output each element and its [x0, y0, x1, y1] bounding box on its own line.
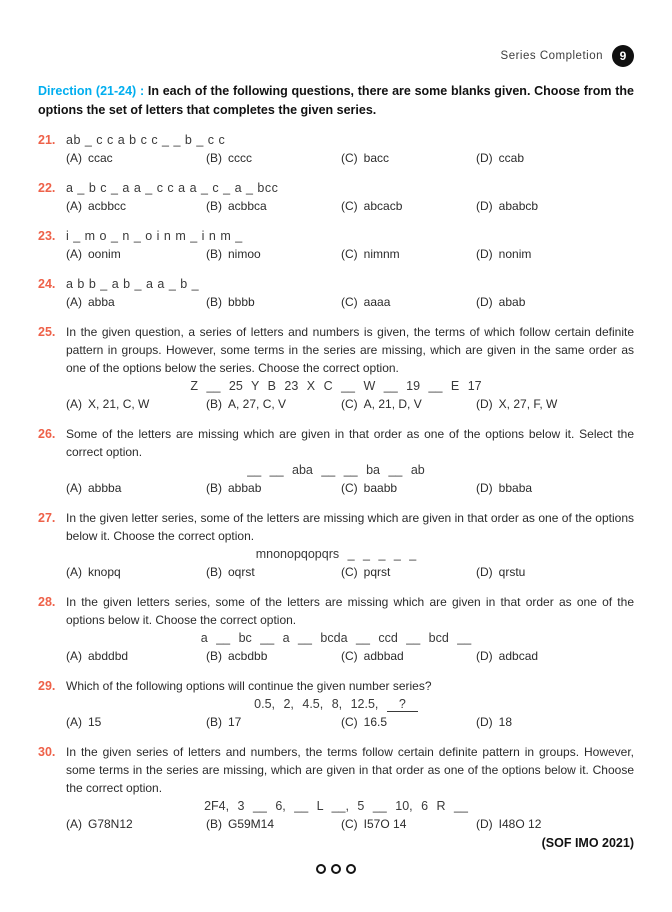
end-of-page-dots: [38, 864, 634, 874]
option-a: [66, 563, 206, 581]
option-a: [66, 149, 206, 167]
option-label: (C): [341, 151, 358, 165]
option-value: abcacb: [363, 199, 403, 213]
question-22: [38, 179, 634, 215]
option-value: X, 21, C, W: [88, 397, 150, 411]
question-21: [38, 131, 634, 167]
option-label: (D): [476, 715, 493, 729]
option-label: (D): [476, 565, 493, 579]
option-c: [341, 197, 476, 215]
option-b: [206, 197, 341, 215]
options-row: [66, 245, 634, 263]
question-series: 2F4, 3 __ 6, __ L __, 5 __ 10, 6 R __: [204, 799, 468, 813]
option-d: [476, 479, 634, 497]
question-text: Which of the following options will continue the given number series?: [66, 679, 432, 693]
option-d: [476, 293, 634, 311]
option-value: qrstu: [498, 565, 526, 579]
question-26: [38, 425, 634, 497]
option-label: (C): [341, 817, 358, 831]
option-label: (C): [341, 481, 358, 495]
question-24: [38, 275, 634, 311]
options-row: [66, 293, 634, 311]
series-blank: ?: [387, 697, 418, 712]
question-text: Some of the letters are missing which are given in that order as one of the options below it. Select the correct option.: [66, 427, 634, 459]
option-label: (A): [66, 151, 82, 165]
options-row: [66, 647, 634, 665]
option-c: [341, 149, 476, 167]
option-a: [66, 245, 206, 263]
option-value: A, 27, C, V: [228, 397, 287, 411]
option-b: [206, 149, 341, 167]
option-value: G59M14: [228, 817, 275, 831]
option-label: (A): [66, 565, 82, 579]
question-number: 30.: [38, 745, 56, 759]
option-value: pqrst: [363, 565, 391, 579]
option-label: (C): [341, 397, 358, 411]
option-label: (D): [476, 481, 493, 495]
direction-paragraph: [38, 82, 634, 120]
option-label: (A): [66, 817, 82, 831]
source-tag: (SOF IMO 2021): [541, 836, 634, 850]
question-number: 27.: [38, 511, 56, 525]
option-value: A, 21, D, V: [363, 397, 422, 411]
question-number: 28.: [38, 595, 56, 609]
options-row: [66, 815, 634, 833]
question-text: In the given question, a series of letters and numbers is given, the terms of which follow certain definite pattern in groups. However, some terms in the series are missing, which are given in the same order as one of the options below the series. Choose the correct option.: [66, 325, 634, 375]
option-label: (C): [341, 247, 358, 261]
option-value: acbbca: [228, 199, 267, 213]
option-value: cccc: [228, 151, 252, 165]
question-text: In the given letter series, some of the letters are missing which are given in that order as one of the options below it. Choose the correct option.: [66, 511, 634, 543]
option-label: (C): [341, 649, 358, 663]
question-27: [38, 509, 634, 581]
option-label: (A): [66, 199, 82, 213]
option-d: [476, 563, 634, 581]
question-29: [38, 677, 634, 731]
end-dot-icon: [346, 864, 356, 874]
option-b: [206, 815, 341, 833]
question-series: a __ bc __ a __ bcda __ ccd __ bcd __: [200, 631, 472, 645]
option-a: [66, 395, 206, 413]
option-d: [476, 197, 634, 215]
question-number: 25.: [38, 325, 56, 339]
option-value: ccab: [498, 151, 525, 165]
option-label: (D): [476, 817, 493, 831]
option-value: bacc: [363, 151, 390, 165]
option-label: (B): [206, 481, 222, 495]
option-value: 15: [88, 715, 102, 729]
page-title: Series Completion: [500, 50, 603, 62]
option-d: [476, 815, 634, 833]
question-series: Z __ 25 Y B 23 X C __ W __ 19 __ E 17: [190, 379, 482, 393]
option-a: [66, 647, 206, 665]
option-label: (A): [66, 481, 82, 495]
option-a: [66, 479, 206, 497]
option-value: bbbb: [228, 295, 255, 309]
question-number: 22.: [38, 181, 56, 195]
option-label: (A): [66, 397, 82, 411]
option-d: [476, 245, 634, 263]
direction-text: In each of the following questions, there are some blanks given. Choose from the options the set of letters that completes the given series.: [38, 84, 634, 117]
question-23: [38, 227, 634, 263]
question-number: 29.: [38, 679, 56, 693]
option-label: (B): [206, 397, 222, 411]
option-label: (D): [476, 151, 493, 165]
option-c: [341, 395, 476, 413]
option-label: (D): [476, 199, 493, 213]
options-row: [66, 563, 634, 581]
question-series: [38, 695, 634, 713]
question-28: [38, 593, 634, 665]
option-c: [341, 293, 476, 311]
option-label: (A): [66, 295, 82, 309]
option-c: [341, 647, 476, 665]
option-label: (B): [206, 247, 222, 261]
chapter-number-badge: 9: [612, 45, 634, 67]
option-value: oonim: [88, 247, 121, 261]
question-text: In the given letters series, some of the letters are missing which are given in that order as one of the options below it. Choose the correct option.: [66, 595, 634, 627]
question-text: In the given series of letters and numbers, the terms follow certain definite pattern in groups. However, some terms in the series are missing, which are given in that order as one of the options below it. Choose the correct option.: [66, 745, 634, 795]
option-label: (B): [206, 817, 222, 831]
option-b: [206, 713, 341, 731]
option-b: [206, 395, 341, 413]
question-number: 21.: [38, 133, 56, 147]
option-b: [206, 647, 341, 665]
option-b: [206, 245, 341, 263]
option-c: [341, 245, 476, 263]
option-label: (C): [341, 715, 358, 729]
options-row: [66, 479, 634, 497]
option-d: [476, 149, 634, 167]
option-value: adbcad: [498, 649, 539, 663]
option-value: nimoo: [228, 247, 261, 261]
option-b: [206, 563, 341, 581]
option-value: abab: [498, 295, 526, 309]
option-value: oqrst: [228, 565, 255, 579]
option-label: (D): [476, 649, 493, 663]
options-row: [66, 395, 634, 413]
option-value: bbaba: [498, 481, 533, 495]
option-label: (B): [206, 199, 222, 213]
question-series: mnonopqopqrs _ _ _ _ _: [255, 547, 417, 561]
option-value: acbbcc: [88, 199, 127, 213]
end-dot-icon: [331, 864, 341, 874]
end-dot-icon: [316, 864, 326, 874]
option-label: (B): [206, 565, 222, 579]
option-value: 17: [228, 715, 242, 729]
option-value: I48O 12: [498, 817, 542, 831]
option-label: (A): [66, 715, 82, 729]
question-series: ab _ c c a b c c _ _ b _ c c: [66, 133, 226, 147]
question-series: __ __ aba __ __ ba __ ab: [247, 463, 425, 477]
option-value: ccac: [88, 151, 113, 165]
option-value: abddbd: [88, 649, 129, 663]
option-label: (C): [341, 565, 358, 579]
option-value: acbdbb: [228, 649, 268, 663]
question-number: 24.: [38, 277, 56, 291]
series-prefix: 0.5, 2, 4.5, 8, 12.5,: [254, 697, 379, 711]
option-label: (B): [206, 151, 222, 165]
option-value: aaaa: [363, 295, 391, 309]
option-a: [66, 197, 206, 215]
option-a: [66, 713, 206, 731]
option-label: (C): [341, 199, 358, 213]
question-25: [38, 323, 634, 413]
option-value: nimnm: [363, 247, 400, 261]
options-row: [66, 713, 634, 731]
option-value: I57O 14: [363, 817, 407, 831]
option-d: [476, 647, 634, 665]
option-d: [476, 395, 634, 413]
option-c: [341, 713, 476, 731]
option-c: [341, 563, 476, 581]
option-value: adbbad: [363, 649, 404, 663]
option-label: (D): [476, 247, 493, 261]
question-30: [38, 743, 634, 852]
option-label: (B): [206, 715, 222, 729]
option-value: G78N12: [88, 817, 133, 831]
options-row: [66, 197, 634, 215]
question-series: a _ b c _ a a _ c c a a _ c _ a _ bcc: [66, 181, 279, 195]
option-label: (D): [476, 295, 493, 309]
option-a: [66, 293, 206, 311]
options-row: [66, 149, 634, 167]
option-label: (B): [206, 295, 222, 309]
option-value: abba: [88, 295, 115, 309]
option-value: abbab: [228, 481, 262, 495]
question-number: 23.: [38, 229, 56, 243]
option-label: (C): [341, 295, 358, 309]
option-b: [206, 479, 341, 497]
option-c: [341, 815, 476, 833]
option-value: 16.5: [363, 715, 388, 729]
option-label: (B): [206, 649, 222, 663]
question-number: 26.: [38, 427, 56, 441]
option-value: abbba: [88, 481, 122, 495]
page-header: [38, 44, 634, 68]
option-value: X, 27, F, W: [498, 397, 558, 411]
option-value: knopq: [88, 565, 121, 579]
question-series: a b b _ a b _ a a _ b _: [66, 277, 200, 291]
option-d: [476, 713, 634, 731]
option-b: [206, 293, 341, 311]
question-series: i _ m o _ n _ o i n m _ i n m _: [66, 229, 243, 243]
option-value: nonim: [498, 247, 532, 261]
option-label: (A): [66, 247, 82, 261]
option-label: (D): [476, 397, 493, 411]
option-c: [341, 479, 476, 497]
direction-label: Direction (21-24) :: [38, 84, 145, 98]
option-label: (A): [66, 649, 82, 663]
option-a: [66, 815, 206, 833]
option-value: ababcb: [498, 199, 539, 213]
option-value: baabb: [363, 481, 398, 495]
option-value: 18: [498, 715, 513, 729]
